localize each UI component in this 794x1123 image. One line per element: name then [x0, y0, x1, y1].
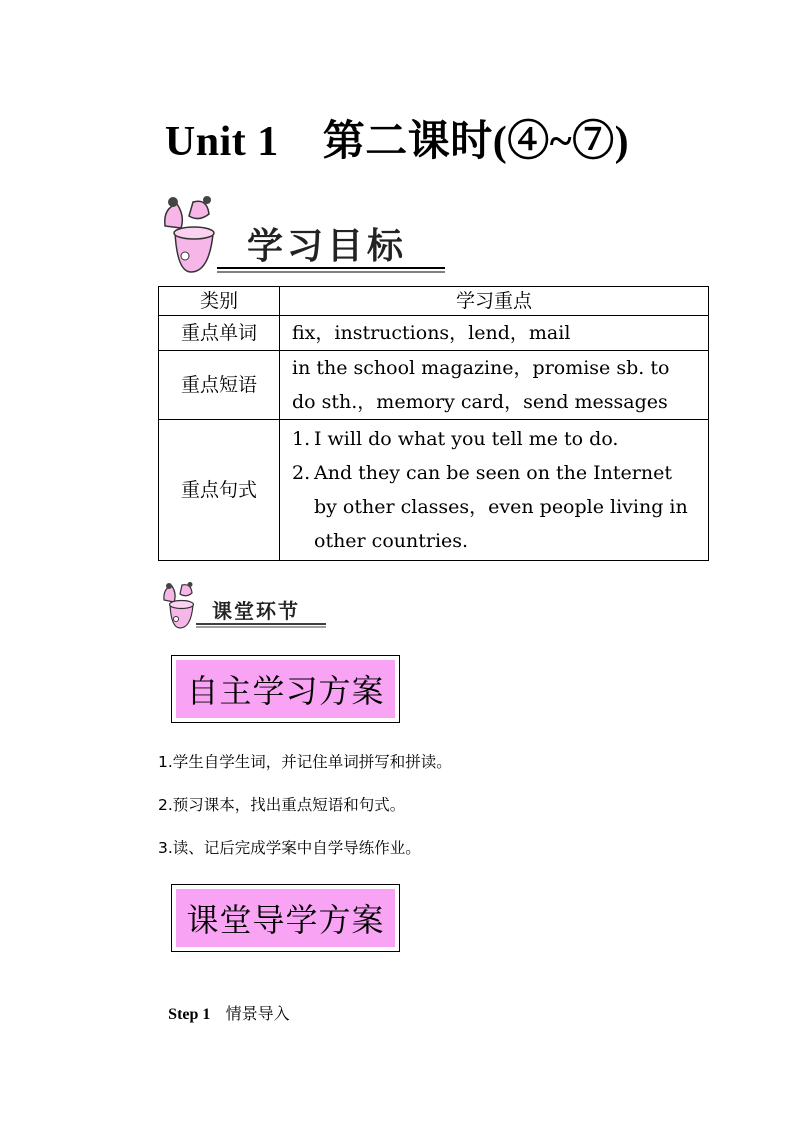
- table-row: [159, 316, 709, 351]
- step-text: 情景导入: [225, 1004, 290, 1023]
- list-item: 1.学生自学生词，并记住单词拼写和拼读。: [158, 753, 452, 771]
- class-banner-title: 课堂环节: [212, 599, 300, 623]
- guided-study-title: 课堂导学方案: [176, 889, 395, 947]
- list-item: 3.读、记后完成学案中自学导练作业。: [158, 839, 421, 857]
- list-item: [292, 456, 698, 558]
- table-header-row: [159, 287, 709, 316]
- page-title: Unit 1 第二课时(④~⑦): [164, 119, 630, 165]
- sentence-text: I will do what you tell me to do.: [314, 428, 619, 450]
- sentence-text: And they can be seen on the Internet by other classes，even people living in other countries.: [314, 462, 688, 552]
- goals-banner: [155, 196, 450, 276]
- guided-study-box: [171, 884, 400, 952]
- sentence-list: [292, 422, 698, 558]
- row-category: 重点短语: [159, 351, 280, 420]
- self-study-box: [171, 655, 400, 723]
- step-label: Step 1: [168, 1006, 211, 1023]
- list-item: 2.预习课本，找出重点短语和句式。: [158, 796, 406, 814]
- header-category: 类别: [159, 287, 280, 316]
- row-content: fix，instructions，lend，mail: [280, 316, 709, 351]
- class-banner: [158, 582, 330, 632]
- list-item: [292, 422, 698, 456]
- sentence-number: 1.: [292, 428, 311, 450]
- goals-banner-title: 学习目标: [247, 226, 408, 267]
- row-content: in the school magazine，promise sb. to do sth.，memory card，send messages: [280, 351, 709, 420]
- table-row: [159, 420, 709, 561]
- self-study-title: 自主学习方案: [176, 660, 395, 718]
- table-row: [159, 351, 709, 420]
- header-focus: 学习重点: [280, 287, 709, 316]
- row-category: 重点句式: [159, 420, 280, 561]
- goals-table: [158, 286, 709, 561]
- row-category: 重点单词: [159, 316, 280, 351]
- step-heading: [158, 982, 290, 1024]
- row-content: [280, 420, 709, 561]
- sentence-number: 2.: [292, 462, 311, 484]
